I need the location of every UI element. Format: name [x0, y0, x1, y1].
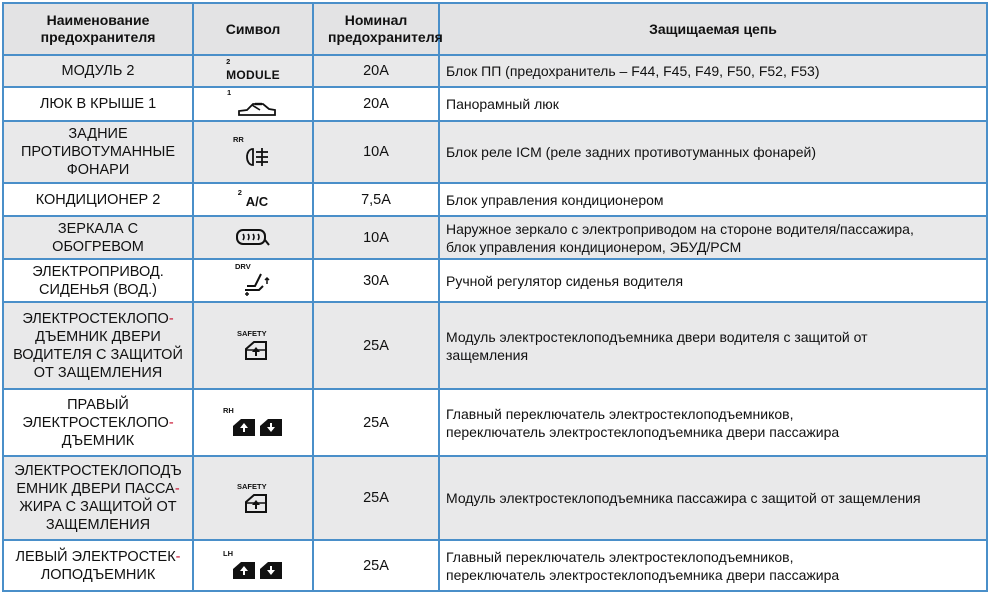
- fuse-name-cell: [3, 259, 193, 302]
- symbol-text: MODULE: [226, 68, 280, 82]
- circuit-line: защемления: [446, 346, 529, 363]
- fuse-name-line: ЛЕВЫЙ ЭЛЕКТРОСТЕК-: [15, 548, 181, 565]
- fuse-name-line: ПРАВЫЙ: [67, 396, 129, 413]
- fuse-name-line: ЭЛЕКТРОСТЕКЛОПО-: [22, 414, 174, 431]
- fuse-name-line: ВОДИТЕЛЯ С ЗАЩИТОЙ: [13, 346, 183, 363]
- fuse-symbol-cell: [193, 121, 313, 183]
- table-row: [3, 389, 987, 456]
- protected-circuit-cell: [439, 302, 987, 389]
- hyphen-mark: -: [168, 414, 174, 431]
- fuse-symbol-cell: [193, 540, 313, 591]
- symbol-superscript: DRV: [235, 262, 251, 271]
- safety-power-window-icon: [237, 483, 269, 514]
- protected-circuit-cell: [439, 216, 987, 259]
- fuse-rating-cell: 30A: [313, 259, 439, 302]
- fuse-name-line: ЭЛЕКТРОПРИВОД.: [32, 263, 164, 280]
- header-fuse-name: Наименование предохранителя: [3, 3, 193, 55]
- fuse-name-line: ЭЛЕКТРОСТЕКЛОПОДЪ: [14, 463, 182, 479]
- module-text-icon: [226, 58, 280, 84]
- protected-circuit-cell: [439, 259, 987, 302]
- circuit-line: Модуль электростеклоподъемника пассажира с защитой от защемления: [446, 490, 921, 506]
- symbol-superscript: SAFETY: [237, 481, 267, 491]
- fuse-symbol-cell: [193, 183, 313, 216]
- table-row: [3, 540, 987, 591]
- power-window-pair-icon: [223, 550, 283, 581]
- circuit-line: Блок управления кондиционером: [446, 191, 664, 208]
- table-row: [3, 121, 987, 183]
- fuse-symbol-cell: [193, 302, 313, 389]
- fuse-rating-cell: 25A: [313, 302, 439, 389]
- fuse-rating-cell: 25A: [313, 389, 439, 456]
- fuse-symbol-cell: [193, 456, 313, 540]
- header-circuit: Защищаемая цепь: [439, 3, 987, 55]
- fuse-name-line: ОТ ЗАЩЕМЛЕНИЯ: [33, 364, 163, 381]
- fuse-name-line: КОНДИЦИОНЕР 2: [35, 191, 161, 208]
- rear-fog-lamp-icon: [233, 136, 273, 169]
- fuse-name-cell: [3, 216, 193, 259]
- fuse-name-cell: [3, 302, 193, 389]
- fuse-name-line: ЛОПОДЪЕМНИК: [40, 566, 156, 583]
- power-seat-icon: [235, 263, 271, 298]
- fuse-name-cell: [3, 55, 193, 87]
- table-row: [3, 87, 987, 121]
- symbol-superscript: 2: [237, 187, 242, 197]
- fuse-name-line: МОДУЛЬ 2: [61, 63, 135, 79]
- circuit-line: Наружное зеркало с электроприводом на стороне водителя/пассажира,: [446, 220, 914, 237]
- fuse-rating-cell: 25A: [313, 540, 439, 591]
- fuse-name-cell: [3, 540, 193, 591]
- protected-circuit-cell: [439, 87, 987, 121]
- fuse-symbol-cell: [193, 87, 313, 121]
- table-row: [3, 259, 987, 302]
- fuse-name-line: ПРОТИВОТУМАННЫЕ: [20, 144, 176, 160]
- fuse-rating-cell: 20A: [313, 87, 439, 121]
- power-window-pair-icon: [223, 407, 283, 438]
- fuse-name-cell: [3, 183, 193, 216]
- protected-circuit-cell: [439, 540, 987, 591]
- circuit-line: блок управления кондиционером, ЭБУД/PCM: [446, 238, 742, 255]
- protected-circuit-cell: [439, 121, 987, 183]
- circuit-line: Панорамный люк: [446, 96, 559, 112]
- fuse-name-line: ДЪЕМНИК ДВЕРИ: [35, 328, 161, 345]
- hyphen-mark: -: [175, 548, 181, 565]
- fuse-name-cell: [3, 87, 193, 121]
- fuse-name-line: ЛЮК В КРЫШЕ 1: [39, 96, 157, 112]
- safety-power-window-icon: [237, 330, 269, 361]
- fuse-name-line: ЗАЩЕМЛЕНИЯ: [45, 517, 151, 533]
- fuse-name-cell: [3, 389, 193, 456]
- fuse-name-line: ЭЛЕКТРОСТЕКЛОПО-: [22, 310, 174, 327]
- fuse-rating-cell: 10A: [313, 216, 439, 259]
- ac-text-icon: [238, 189, 268, 211]
- circuit-line: Ручной регулятор сиденья водителя: [446, 272, 684, 289]
- symbol-superscript: LH: [223, 549, 233, 558]
- fuse-name-line: ЕМНИК ДВЕРИ ПАССА-: [16, 481, 180, 497]
- protected-circuit-cell: [439, 55, 987, 87]
- circuit-line: Главный переключатель электростеклоподъемников,: [446, 548, 794, 565]
- symbol-superscript: SAFETY: [237, 329, 267, 338]
- table-row: [3, 456, 987, 540]
- symbol-superscript: RH: [223, 406, 234, 415]
- fuse-name-cell: [3, 456, 193, 540]
- fuse-name-cell: [3, 121, 193, 183]
- fuse-name-line: ЗЕРКАЛА С: [57, 220, 139, 237]
- fuse-rating-cell: 25A: [313, 456, 439, 540]
- fuse-symbol-cell: [193, 259, 313, 302]
- fuse-rating-cell: 10A: [313, 121, 439, 183]
- fuse-symbol-cell: [193, 216, 313, 259]
- circuit-line: Блок ПП (предохранитель – F44, F45, F49, F50, F52, F53): [446, 63, 820, 79]
- fuse-rating-cell: 7,5A: [313, 183, 439, 216]
- fuse-name-line: ДЪЕМНИК: [61, 432, 135, 449]
- heated-mirror-icon: [233, 226, 273, 250]
- header-row: [3, 3, 987, 55]
- table-row: [3, 216, 987, 259]
- fuse-name-line: ЗАДНИЕ: [68, 126, 128, 142]
- table-row: [3, 55, 987, 87]
- fuse-name-line: ФОНАРИ: [66, 162, 130, 178]
- header-symbol: Символ: [193, 3, 313, 55]
- table-row: [3, 302, 987, 389]
- sunroof-icon: [227, 89, 279, 120]
- circuit-line: Модуль электростеклоподъемника двери водителя с защитой от: [446, 328, 868, 345]
- circuit-line: переключатель электростеклоподъемника двери пассажира: [446, 423, 840, 440]
- hyphen-mark: -: [168, 310, 174, 327]
- fuse-table: [2, 2, 988, 592]
- symbol-text: A/C: [245, 193, 269, 209]
- fuse-rating-cell: 20A: [313, 55, 439, 87]
- protected-circuit-cell: [439, 183, 987, 216]
- circuit-line: Блок реле ICM (реле задних противотуманных фонарей): [446, 144, 817, 160]
- protected-circuit-cell: [439, 389, 987, 456]
- header-rating: Номинал предохранителя: [313, 3, 439, 55]
- protected-circuit-cell: [439, 456, 987, 540]
- circuit-line: Главный переключатель электростеклоподъемников,: [446, 405, 794, 422]
- circuit-line: переключатель электростеклоподъемника двери пассажира: [446, 566, 840, 583]
- fuse-symbol-cell: [193, 389, 313, 456]
- table-row: [3, 183, 987, 216]
- fuse-name-line: СИДЕНЬЯ (ВОД.): [39, 281, 157, 298]
- symbol-superscript: RR: [233, 134, 244, 144]
- hyphen-mark: -: [174, 481, 180, 497]
- fuse-name-line: ЖИРА С ЗАЩИТОЙ ОТ: [19, 499, 177, 515]
- symbol-superscript: 2: [226, 57, 231, 66]
- fuse-symbol-cell: [193, 55, 313, 87]
- symbol-superscript: 1: [227, 87, 232, 97]
- fuse-name-line: ОБОГРЕВОМ: [52, 238, 144, 255]
